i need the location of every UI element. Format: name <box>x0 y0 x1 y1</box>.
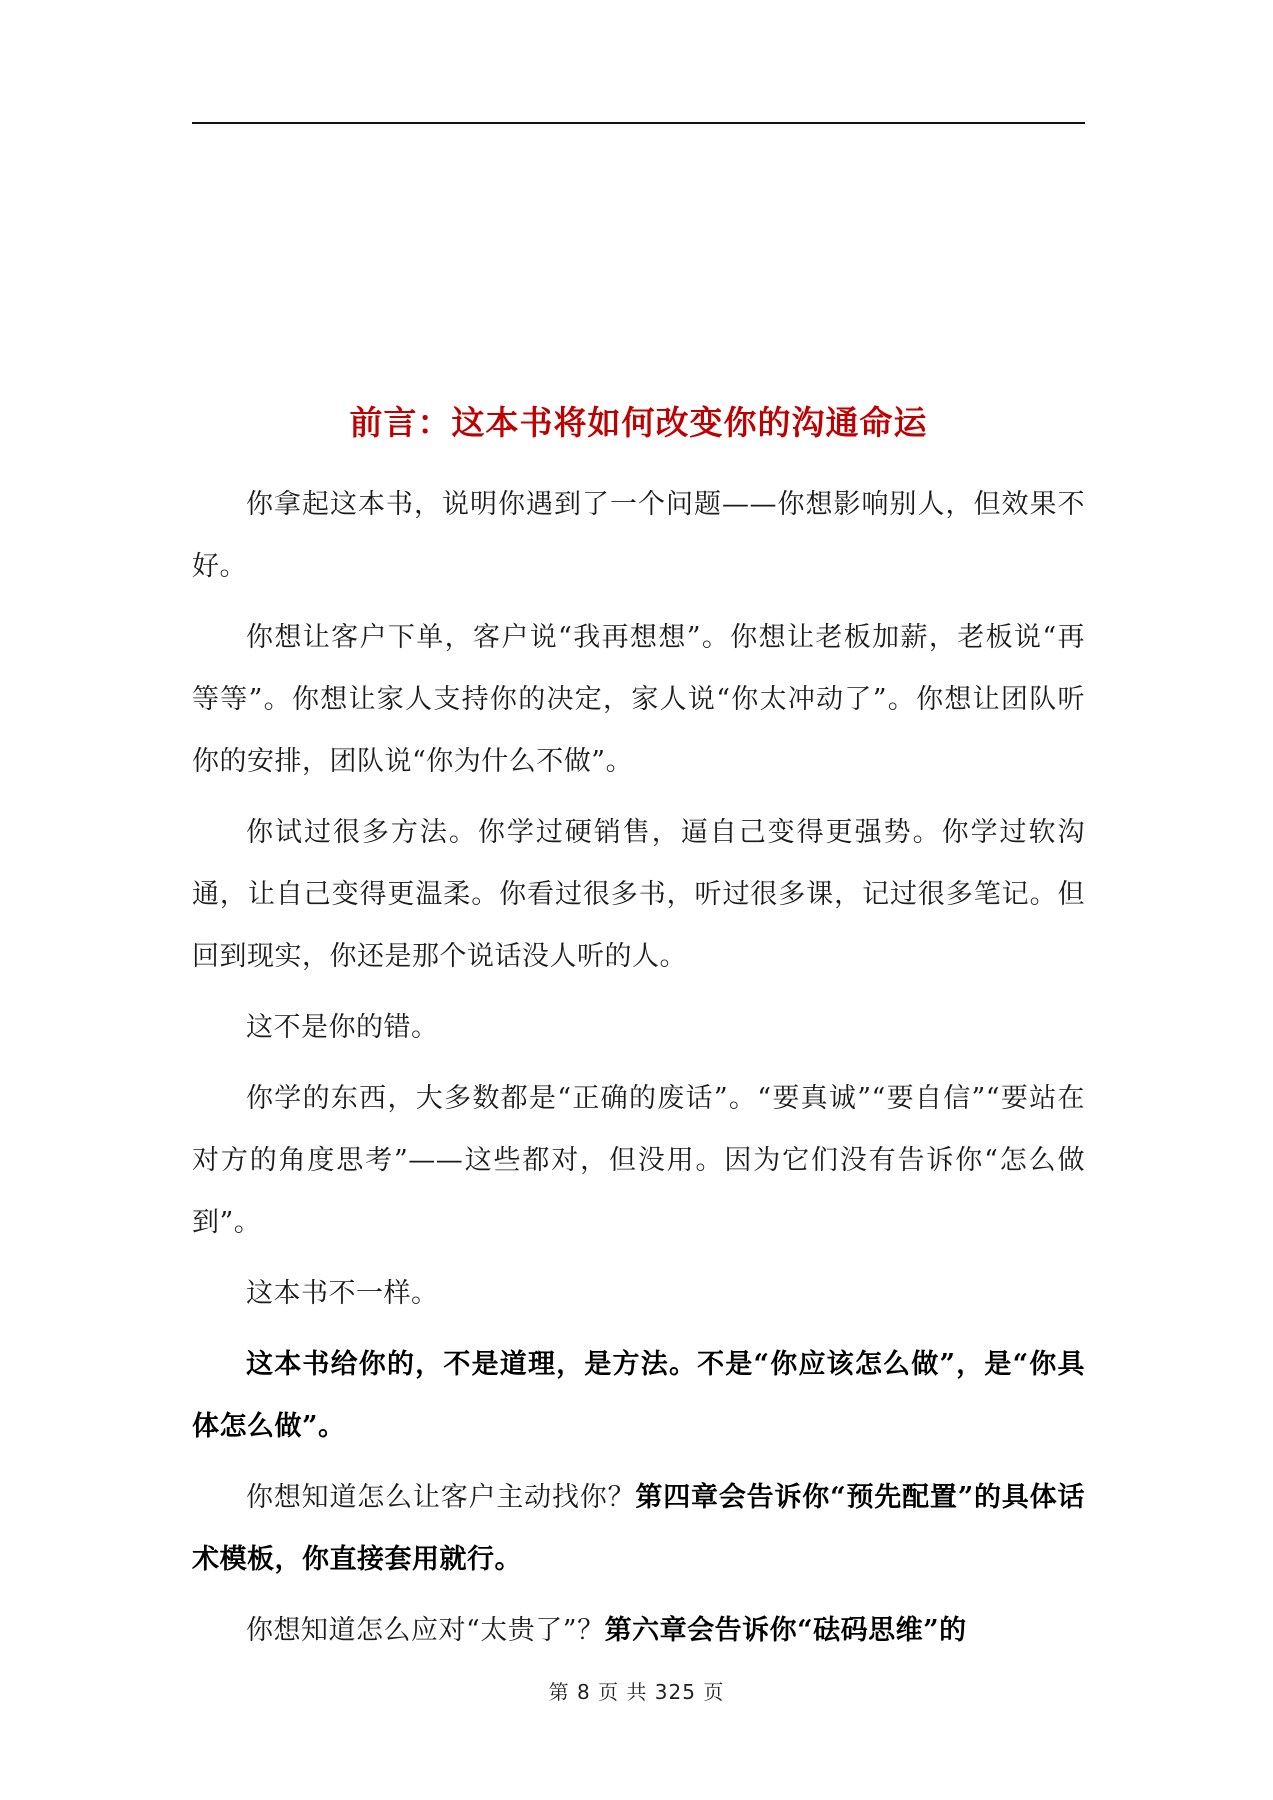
bold-text: 这本书给你的，不是道理，是方法。不是“你应该怎么做”，是“你具体怎么做”。 <box>192 1349 1085 1442</box>
paragraph: 你想让客户下单，客户说“我再想想”。你想让老板加薪，老板说“再等等”。你想让家人支持你的决定，家人说“你太冲动了”。你想让团队听你的安排，团队说“你为什么不做”。 <box>192 622 1085 777</box>
header-rule <box>192 122 1085 124</box>
paragraph: 这本书不一样。 <box>246 1278 439 1309</box>
normal-text: 你想知道怎么让客户主动找你？ <box>246 1482 636 1513</box>
paragraph: 你学的东西，大多数都是“正确的废话”。“要真诚”“要自信”“要站在对方的角度思考”——这些都对，但没用。因为它们没有告诉你“怎么做到”。 <box>192 1083 1085 1238</box>
paragraph: 你试过很多方法。你学过硬销售，逼自己变得更强势。你学过软沟通，让自己变得更温柔。你看过很多书，听过很多课，记过很多笔记。但回到现实，你还是那个说话没人听的人。 <box>192 817 1085 972</box>
bold-text: 第四章会告诉你“预先配置”的具体话术模板，你直接套用就行。 <box>192 1482 1085 1575</box>
paragraph <box>192 1467 1085 1591</box>
chapter-title: 前言：这本书将如何改变你的沟通命运 <box>349 403 928 442</box>
normal-text: 你想知道怎么应对“太贵了”？ <box>246 1615 605 1646</box>
bold-text: 第六章会告诉你“砝码思维”的 <box>604 1615 967 1646</box>
paragraph: 你拿起这本书，说明你遇到了一个问题——你想影响别人，但效果不好。 <box>192 489 1085 582</box>
body-text <box>192 474 1085 1671</box>
paragraph <box>192 1600 1085 1662</box>
page-footer: 第 8 页 共 325 页 <box>548 1680 725 1704</box>
paragraph-emphasis <box>192 1334 1085 1458</box>
paragraph: 这不是你的错。 <box>246 1012 439 1043</box>
